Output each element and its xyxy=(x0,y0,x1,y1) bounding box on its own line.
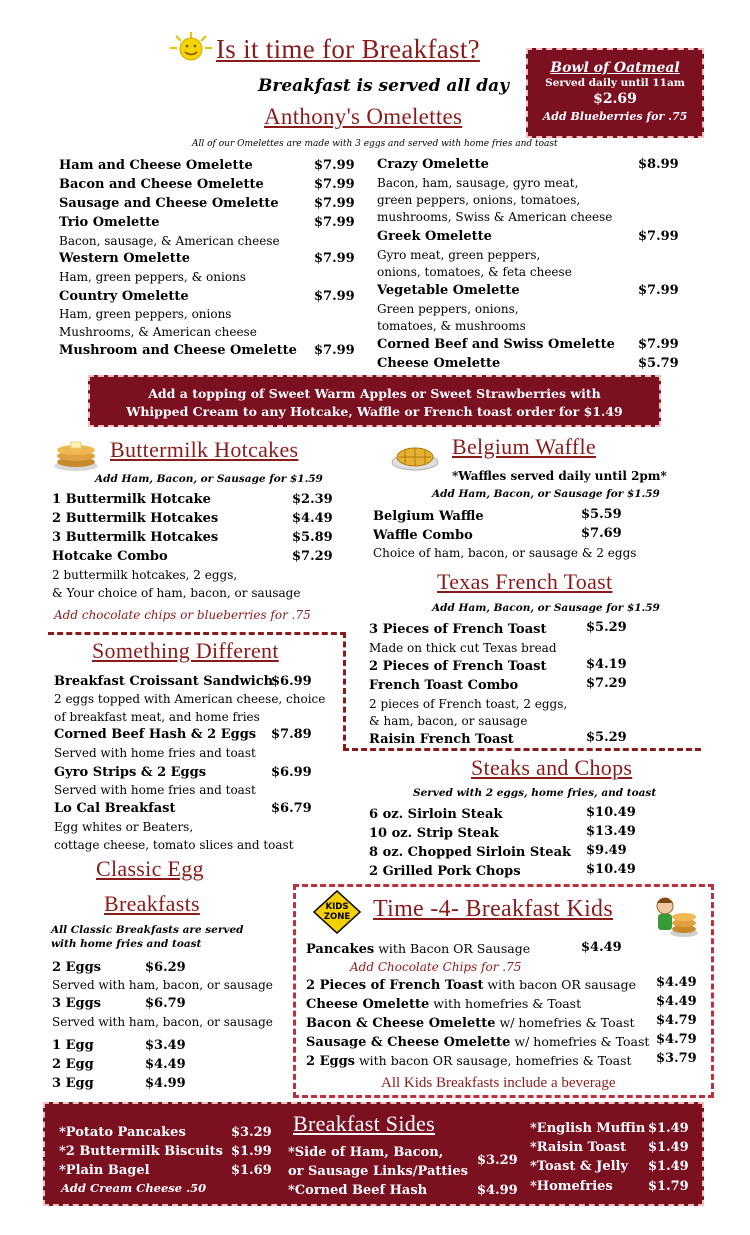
item-desc: Gyro meat, green peppers, xyxy=(377,248,541,262)
menu-item: 2 Grilled Pork Chops xyxy=(369,864,521,879)
menu-item: Country Omelette xyxy=(59,289,189,304)
item-desc: Served with ham, bacon, or sausage xyxy=(52,978,273,992)
price: $6.29 xyxy=(145,960,186,975)
kids-item xyxy=(306,941,530,957)
kids-item xyxy=(306,1053,632,1069)
item-desc: Mushrooms, & American cheese xyxy=(59,325,257,339)
menu-item: *Plain Bagel xyxy=(59,1163,150,1178)
kids-item xyxy=(306,977,636,993)
menu-item: Trio Omelette xyxy=(59,215,160,230)
price: $3.49 xyxy=(145,1038,186,1053)
item-desc: cottage cheese, tomato slices and toast xyxy=(54,838,294,852)
menu-item: Vegetable Omelette xyxy=(377,283,520,298)
menu-item: 2 Pieces of French Toast xyxy=(369,659,547,674)
menu-item: 10 oz. Strip Steak xyxy=(369,826,499,841)
french-toast-note: Add Ham, Bacon, or Sausage for $1.59 xyxy=(432,602,660,614)
menu-item: Raisin French Toast xyxy=(369,732,514,747)
menu-item: Mushroom and Cheese Omelette xyxy=(59,343,297,358)
item-desc: Choice of ham, bacon, or sausage & 2 eggs xyxy=(373,546,637,560)
menu-item: 3 Buttermilk Hotcakes xyxy=(52,530,219,545)
page-title: Is it time for Breakfast? xyxy=(216,34,480,64)
price: $3.29 xyxy=(231,1125,272,1140)
classic-title-2: Breakfasts xyxy=(104,891,200,916)
kids-footer: All Kids Breakfasts include a beverage xyxy=(381,1075,616,1091)
divider xyxy=(48,632,346,635)
price: $6.79 xyxy=(145,996,186,1011)
oatmeal-title: Bowl of Oatmeal xyxy=(550,60,680,76)
price: $4.79 xyxy=(656,1013,697,1028)
kids-item-name: Cheese Omelette xyxy=(306,997,430,1012)
price: $4.79 xyxy=(656,1032,697,1047)
price: $4.99 xyxy=(145,1076,186,1091)
classic-note: with home fries and toast xyxy=(51,938,202,950)
classic-note: All Classic Breakfasts are served xyxy=(51,924,244,936)
hotcakes-title: Buttermilk Hotcakes xyxy=(110,437,299,462)
oatmeal-addon: Add Blueberries for .75 xyxy=(542,110,688,123)
price: $7.99 xyxy=(314,158,355,173)
price: $5.29 xyxy=(586,730,627,745)
menu-item: Lo Cal Breakfast xyxy=(54,801,176,816)
menu-item: Greek Omelette xyxy=(377,229,492,244)
price: $1.79 xyxy=(648,1179,689,1194)
menu-item: *Raisin Toast xyxy=(530,1140,627,1155)
menu-item: Crazy Omelette xyxy=(377,157,489,172)
price: $7.69 xyxy=(581,526,622,541)
oatmeal-price: $2.69 xyxy=(593,91,637,107)
item-desc: Egg whites or Beaters, xyxy=(54,820,194,834)
oatmeal-note: Served daily until 11am xyxy=(545,77,685,89)
price: $4.49 xyxy=(581,940,622,955)
item-desc: Ham, green peppers, onions xyxy=(59,307,232,321)
pancakes-icon xyxy=(52,434,100,472)
price: $1.49 xyxy=(648,1121,689,1136)
menu-item: 3 Egg xyxy=(52,1076,94,1091)
price: $1.99 xyxy=(231,1144,272,1159)
kids-item-name: Sausage & Cheese Omelette xyxy=(306,1035,511,1050)
price: $8.99 xyxy=(638,157,679,172)
price: $1.49 xyxy=(648,1159,689,1174)
kids-addon: Add Chocolate Chips for .75 xyxy=(350,960,522,974)
menu-item: *Toast & Jelly xyxy=(530,1159,629,1174)
price: $13.49 xyxy=(586,824,636,839)
price: $7.99 xyxy=(314,196,355,211)
menu-item: or Sausage Links/Patties xyxy=(288,1164,468,1179)
price: $5.89 xyxy=(292,530,333,545)
waffle-note: *Waffles served daily until 2pm* xyxy=(452,469,667,483)
item-desc: onions, tomatoes, & feta cheese xyxy=(377,265,572,279)
waffle-addon-note: Add Ham, Bacon, or Sausage for $1.59 xyxy=(432,488,660,500)
kids-item-name: 2 Pieces of French Toast xyxy=(306,978,484,993)
price: $4.49 xyxy=(145,1057,186,1072)
kids-item-desc: with Bacon OR Sausage xyxy=(374,941,531,956)
price: $9.49 xyxy=(586,843,627,858)
price: $6.79 xyxy=(271,801,312,816)
price: $4.49 xyxy=(292,511,333,526)
banner-line: Whipped Cream to any Hotcake, Waffle or French toast order for $1.49 xyxy=(126,404,623,419)
cream-cheese-note: Add Cream Cheese .50 xyxy=(61,1181,207,1195)
omelettes-title: Anthony's Omelettes xyxy=(264,104,463,129)
menu-item: *Potato Pancakes xyxy=(59,1125,186,1140)
price: $7.29 xyxy=(586,676,627,691)
menu-item: 3 Pieces of French Toast xyxy=(369,622,547,637)
price: $3.29 xyxy=(477,1153,518,1168)
kids-item-desc: with bacon OR sausage xyxy=(483,977,636,992)
menu-item: *Homefries xyxy=(530,1179,613,1194)
menu-item: Corned Beef and Swiss Omelette xyxy=(377,337,615,352)
price: $7.99 xyxy=(638,229,679,244)
menu-item: 2 Egg xyxy=(52,1057,94,1072)
menu-item: Breakfast Croissant Sandwich xyxy=(54,674,274,689)
menu-item: Corned Beef Hash & 2 Eggs xyxy=(54,727,257,742)
price: $7.89 xyxy=(271,727,312,742)
kids-item xyxy=(306,1034,649,1050)
oatmeal-box xyxy=(526,48,704,138)
menu-item: *English Muffin xyxy=(530,1121,646,1136)
hotcakes-note: Add Ham, Bacon, or Sausage for $1.59 xyxy=(95,473,323,485)
item-desc: tomatoes, & mushrooms xyxy=(377,319,526,333)
kids-item-name: Bacon & Cheese Omelette xyxy=(306,1016,496,1031)
item-desc: Served with ham, bacon, or sausage xyxy=(52,1015,273,1029)
price: $4.19 xyxy=(586,657,627,672)
price: $7.99 xyxy=(314,251,355,266)
item-desc: Made on thick cut Texas bread xyxy=(369,641,557,655)
price: $7.29 xyxy=(292,549,333,564)
menu-item: 2 Buttermilk Hotcakes xyxy=(52,511,219,526)
item-desc: of breakfast meat, and home fries xyxy=(54,710,260,724)
menu-item: Sausage and Cheese Omelette xyxy=(59,196,279,211)
menu-item: Gyro Strips & 2 Eggs xyxy=(54,765,207,780)
sides-title: Breakfast Sides xyxy=(293,1111,435,1136)
waffle-title: Belgium Waffle xyxy=(452,434,596,459)
kids-item-name: 2 Eggs xyxy=(306,1054,355,1069)
price: $10.49 xyxy=(586,862,636,877)
price: $7.99 xyxy=(638,337,679,352)
item-desc: Green peppers, onions, xyxy=(377,302,519,316)
menu-item: 3 Eggs xyxy=(52,996,101,1011)
menu-item: Hotcake Combo xyxy=(52,549,168,564)
price: $7.99 xyxy=(638,283,679,298)
kids-title: Time -4- Breakfast Kids xyxy=(373,896,613,922)
price: $6.99 xyxy=(271,765,312,780)
banner-line: Add a topping of Sweet Warm Apples or Sweet Strawberries with xyxy=(148,386,601,401)
price: $7.99 xyxy=(314,343,355,358)
item-desc: Ham, green peppers, & onions xyxy=(59,270,246,284)
menu-item: *Side of Ham, Bacon, xyxy=(288,1145,444,1160)
omelettes-note: All of our Omelettes are made with 3 eggs and served with home fries and toast xyxy=(192,139,558,149)
menu-item: 6 oz. Sirloin Steak xyxy=(369,807,503,822)
kids-item xyxy=(306,1015,635,1031)
item-desc: 2 eggs topped with American cheese, choice xyxy=(54,692,326,706)
kids-item-desc: with bacon OR sausage, homefries & Toast xyxy=(354,1053,632,1068)
menu-item: Western Omelette xyxy=(59,251,191,266)
kid-pancakes-icon xyxy=(652,893,700,941)
kids-item-desc: w/ homefries & Toast xyxy=(510,1034,650,1049)
waffle-icon xyxy=(390,436,440,472)
item-desc: & Your choice of ham, bacon, or sausage xyxy=(52,586,301,600)
price: $2.39 xyxy=(292,492,333,507)
topping-banner xyxy=(88,375,661,427)
kids-item-desc: with homefries & Toast xyxy=(429,996,582,1011)
menu-item: French Toast Combo xyxy=(369,678,519,693)
price: $10.49 xyxy=(586,805,636,820)
steaks-title: Steaks and Chops xyxy=(471,755,633,780)
menu-item: Cheese Omelette xyxy=(377,356,501,371)
menu-item: 1 Egg xyxy=(52,1038,94,1053)
divider xyxy=(343,748,701,751)
price: $4.49 xyxy=(656,975,697,990)
price: $5.29 xyxy=(586,620,627,635)
menu-item: Ham and Cheese Omelette xyxy=(59,158,253,173)
kids-zone-label: ZONE xyxy=(323,912,351,922)
menu-item: 1 Buttermilk Hotcake xyxy=(52,492,211,507)
divider xyxy=(343,632,346,750)
menu-item: Bacon and Cheese Omelette xyxy=(59,177,264,192)
classic-title: Classic Egg xyxy=(96,856,204,881)
sun-icon xyxy=(168,30,214,62)
page-subtitle: Breakfast is served all day xyxy=(258,76,510,96)
menu-item: *Corned Beef Hash xyxy=(288,1183,428,1198)
item-desc: & ham, bacon, or sausage xyxy=(369,714,528,728)
menu-item: *2 Buttermilk Biscuits xyxy=(59,1144,223,1159)
price: $5.79 xyxy=(638,356,679,371)
item-desc: Bacon, ham, sausage, gyro meat, xyxy=(377,176,579,190)
item-desc: 2 buttermilk hotcakes, 2 eggs, xyxy=(52,568,238,582)
price: $4.49 xyxy=(656,994,697,1009)
item-desc: 2 pieces of French toast, 2 eggs, xyxy=(369,697,568,711)
steaks-note: Served with 2 eggs, home fries, and toast xyxy=(413,787,657,799)
price: $5.59 xyxy=(581,507,622,522)
price: $1.69 xyxy=(231,1163,272,1178)
kids-zone-label: KIDS xyxy=(325,902,349,912)
price: $4.99 xyxy=(477,1183,518,1198)
menu-item: Waffle Combo xyxy=(373,528,473,543)
something-different-title: Something Different xyxy=(92,638,279,663)
item-desc: green peppers, onions, tomatoes, xyxy=(377,193,581,207)
kids-item-desc: w/ homefries & Toast xyxy=(495,1015,635,1030)
menu-item: 8 oz. Chopped Sirloin Steak xyxy=(369,845,572,860)
menu-item: 2 Eggs xyxy=(52,960,101,975)
price: $1.49 xyxy=(648,1140,689,1155)
kids-item-name: Pancakes xyxy=(306,942,375,957)
item-desc: Served with home fries and toast xyxy=(54,783,256,797)
kids-item xyxy=(306,996,581,1012)
item-desc: Served with home fries and toast xyxy=(54,746,256,760)
price: $7.99 xyxy=(314,289,355,304)
item-desc: Bacon, sausage, & American cheese xyxy=(59,234,280,248)
hotcakes-addon: Add chocolate chips or blueberries for .75 xyxy=(54,608,311,622)
price: $3.79 xyxy=(656,1051,697,1066)
item-desc: mushrooms, Swiss & American cheese xyxy=(377,210,613,224)
menu-item: Belgium Waffle xyxy=(373,509,484,524)
price: $6.99 xyxy=(271,674,312,689)
french-toast-title: Texas French Toast xyxy=(437,569,613,594)
price: $7.99 xyxy=(314,177,355,192)
price: $7.99 xyxy=(314,215,355,230)
